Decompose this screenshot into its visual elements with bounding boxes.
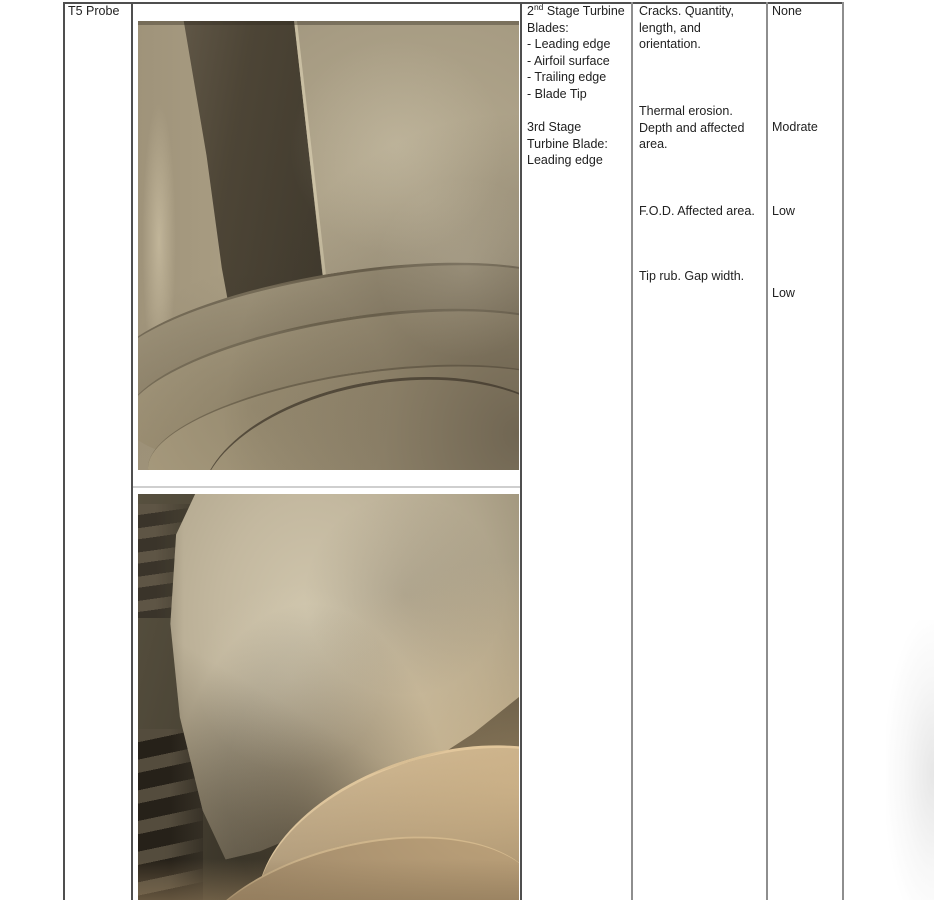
criterion-cracks-lines: Cracks. Quantity, length, and orientation.: [639, 4, 734, 51]
inspection-area-item2-lines: 3rd Stage Turbine Blade: Leading edge: [527, 120, 608, 167]
criterion-tip-rub-lines: Tip rub. Gap width.: [639, 269, 745, 283]
inspection-area-item1-lines: Blades: - Leading edge - Airfoil surface - Trailing edge - Blade Tip: [527, 20, 611, 101]
borescope-photo-2nd-stage: [138, 21, 519, 470]
table-border-photo-right: [520, 2, 522, 900]
inspection-area-title: [527, 3, 629, 20]
criterion-cracks: [639, 3, 765, 53]
finding-cracks: [772, 3, 840, 20]
finding-fod-value: Low: [772, 204, 795, 218]
criterion-thermal-erosion-lines: Thermal erosion. Depth and affected area.: [639, 104, 745, 151]
title-base: 2: [527, 4, 534, 18]
finding-thermal-erosion-value: Modrate: [772, 120, 818, 134]
title-ordinal: nd: [533, 1, 544, 12]
title-rest: Stage Turbine: [543, 4, 625, 18]
table-border-col1-right: [131, 2, 133, 900]
table-border-col3-right: [631, 2, 633, 900]
finding-tip-rub-value: Low: [772, 286, 795, 300]
photo1-top-rim: [138, 21, 519, 25]
table-border-left: [63, 2, 65, 900]
criterion-tip-rub: [639, 268, 765, 285]
photo1-texture: [138, 21, 519, 470]
finding-tip-rub: [772, 285, 840, 302]
scan-shadow: [886, 620, 934, 900]
criterion-fod: [639, 203, 765, 220]
table-border-right: [842, 2, 844, 900]
table-border-col4-right: [766, 2, 768, 900]
finding-cracks-value: None: [772, 4, 802, 18]
probe-label: T5 Probe: [68, 4, 120, 18]
probe-cell: [68, 3, 128, 20]
criterion-thermal-erosion: [639, 103, 765, 153]
criterion-fod-lines: F.O.D. Affected area.: [639, 204, 755, 218]
finding-thermal-erosion: [772, 119, 840, 136]
photo2-texture: [138, 494, 519, 900]
inspection-area-item2: [527, 119, 629, 169]
finding-fod: [772, 203, 840, 220]
table-row-divider: [133, 486, 520, 488]
inspection-area-item1: [527, 3, 629, 102]
borescope-photo-3rd-stage: [138, 494, 519, 900]
